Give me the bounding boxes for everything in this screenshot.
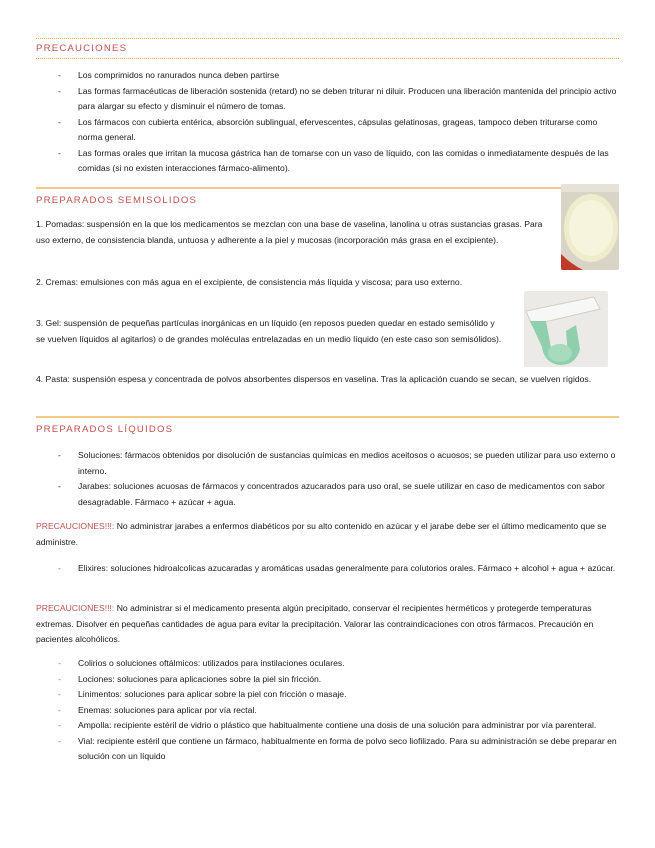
list-item: - Lociones: soluciones para aplicaciones sobre la piel sin fricción. — [36, 672, 621, 688]
cremas-paragraph: 2. Cremas: emulsiones con más agua en el excipiente, de consistencia más líquida y viscosa; para uso externo. — [36, 277, 463, 287]
section-title-liquidos: PREPARADOS LÍQUIDOS — [36, 416, 619, 439]
warning-label: PRECAUCIONES!!!: — [36, 603, 115, 613]
list-item: - Elixires: soluciones hidroalcolicas azucaradas y aromáticas usadas generalmente para colutorios orales. Fármaco + alcohol + agua + azúcar. — [36, 561, 621, 577]
list-item: - Los comprimidos no ranurados nunca deben partirse — [36, 68, 621, 84]
ointment-jar-image — [561, 184, 619, 270]
gel-paragraph: 3. Gel: suspensión de pequeñas partículas inorgánicas en un líquido (en reposos pueden quedar en estado semisólido y se vuelven líquidos al agitarlos) o de grandes moléculas entrelazadas en un medio líquido (en este caso son semisólidos). — [36, 318, 502, 344]
warning-jarabes — [36, 519, 621, 550]
section-title-precauciones: PRECAUCIONES — [36, 38, 619, 59]
list-item: - Soluciones: fármacos obtenidos por disolución de sustancias químicas en medios aceitosos o acuosos; se pueden utilizar para uso externo o interno. — [36, 448, 621, 479]
warning-text: No administrar jarabes a enfermos diabéticos por su alto contenido en azúcar y el jarabe debe ser el último medicamento que se administre. — [36, 521, 607, 547]
precauciones-list-block — [36, 68, 621, 177]
list-item: - Las formas orales que irritan la mucosa gástrica han de tomarse con un vaso de líquido, con las comidas o inmediatamente después de las comidas (si no existen interacciones fármaco-alimento). — [36, 146, 621, 177]
liquidos-list-2-block — [36, 561, 621, 577]
liquidos-list-2 — [36, 561, 621, 577]
precauciones-list — [36, 68, 621, 177]
section-title-semisolidos: PREPARADOS SEMISOLIDOS — [36, 187, 585, 210]
list-item: - Colirios o soluciones oftálmicos: utilizados para instilaciones oculares. — [36, 656, 621, 672]
warning-label: PRECAUCIONES!!!: — [36, 521, 115, 531]
warning-elixires — [36, 601, 621, 648]
list-item: - Vial: recipiente estéril que contiene un fármaco, habitualmente en forma de polvo seco liofilizado. Para su administración se debe preparar en solución con un líquido — [36, 734, 621, 765]
liquidos-list-1 — [36, 448, 621, 510]
pomadas-paragraph: 1. Pomadas: suspensión en la que los medicamentos se mezclan con una base de vaselina, lanolina u otras sustancias grasas. Para uso externo, de consistencia blanda, untuosa y adherente a la piel y mucosas (incorporación más grasa en el excipiente). — [36, 219, 543, 245]
list-item: - Las formas farmacéuticas de liberación sostenida (retard) no se deben triturar ni diluir. Producen una liberación mantenida del principio activo para alargar su efecto y disminuir el número de tomas. — [36, 84, 621, 115]
list-item: - Ampolla: recipiente estéril de vidrio o plástico que habitualmente contiene una dosis de una solución para administrar por vía parenteral. — [36, 718, 621, 734]
liquidos-list-3 — [36, 656, 621, 765]
list-item: - Linimentos: soluciones para aplicar sobre la piel con fricción o masaje. — [36, 687, 621, 703]
liquidos-list-3-block — [36, 656, 621, 765]
liquidos-list-1-block — [36, 448, 621, 510]
warning-text: No administrar si el medicamento presenta algún precipitado, conservar el recipientes herméticos y protegerde temperaturas extremas. Disolver en pequeñas cantidades de agua para evitar la precipitación. Valorar las contraindicaciones con otros fármacos. Precaución en pacientes alcohólicos. — [36, 603, 594, 644]
list-item: - Los fármacos con cubierta entérica, absorción sublingual, efervescentes, cápsulas gelatinosas, grageas, tampoco deben triturarse como norma general. — [36, 115, 621, 146]
list-item: - Jarabes: soluciones acuosas de fármacos y concentrados azucarados para uso oral, se suele utilizar en caso de medicamentos con sabor desagradable. Fármaco + azúcar + agua. — [36, 479, 621, 510]
gel-tube-image — [524, 291, 608, 367]
pasta-paragraph: 4. Pasta: suspensión espesa y concentrada de polvos absorbentes dispersos en vaselina. Tras la aplicación cuando se secan, se vuelven rígidos. — [36, 374, 592, 384]
list-item: - Enemas: soluciones para aplicar por vía rectal. — [36, 703, 621, 719]
